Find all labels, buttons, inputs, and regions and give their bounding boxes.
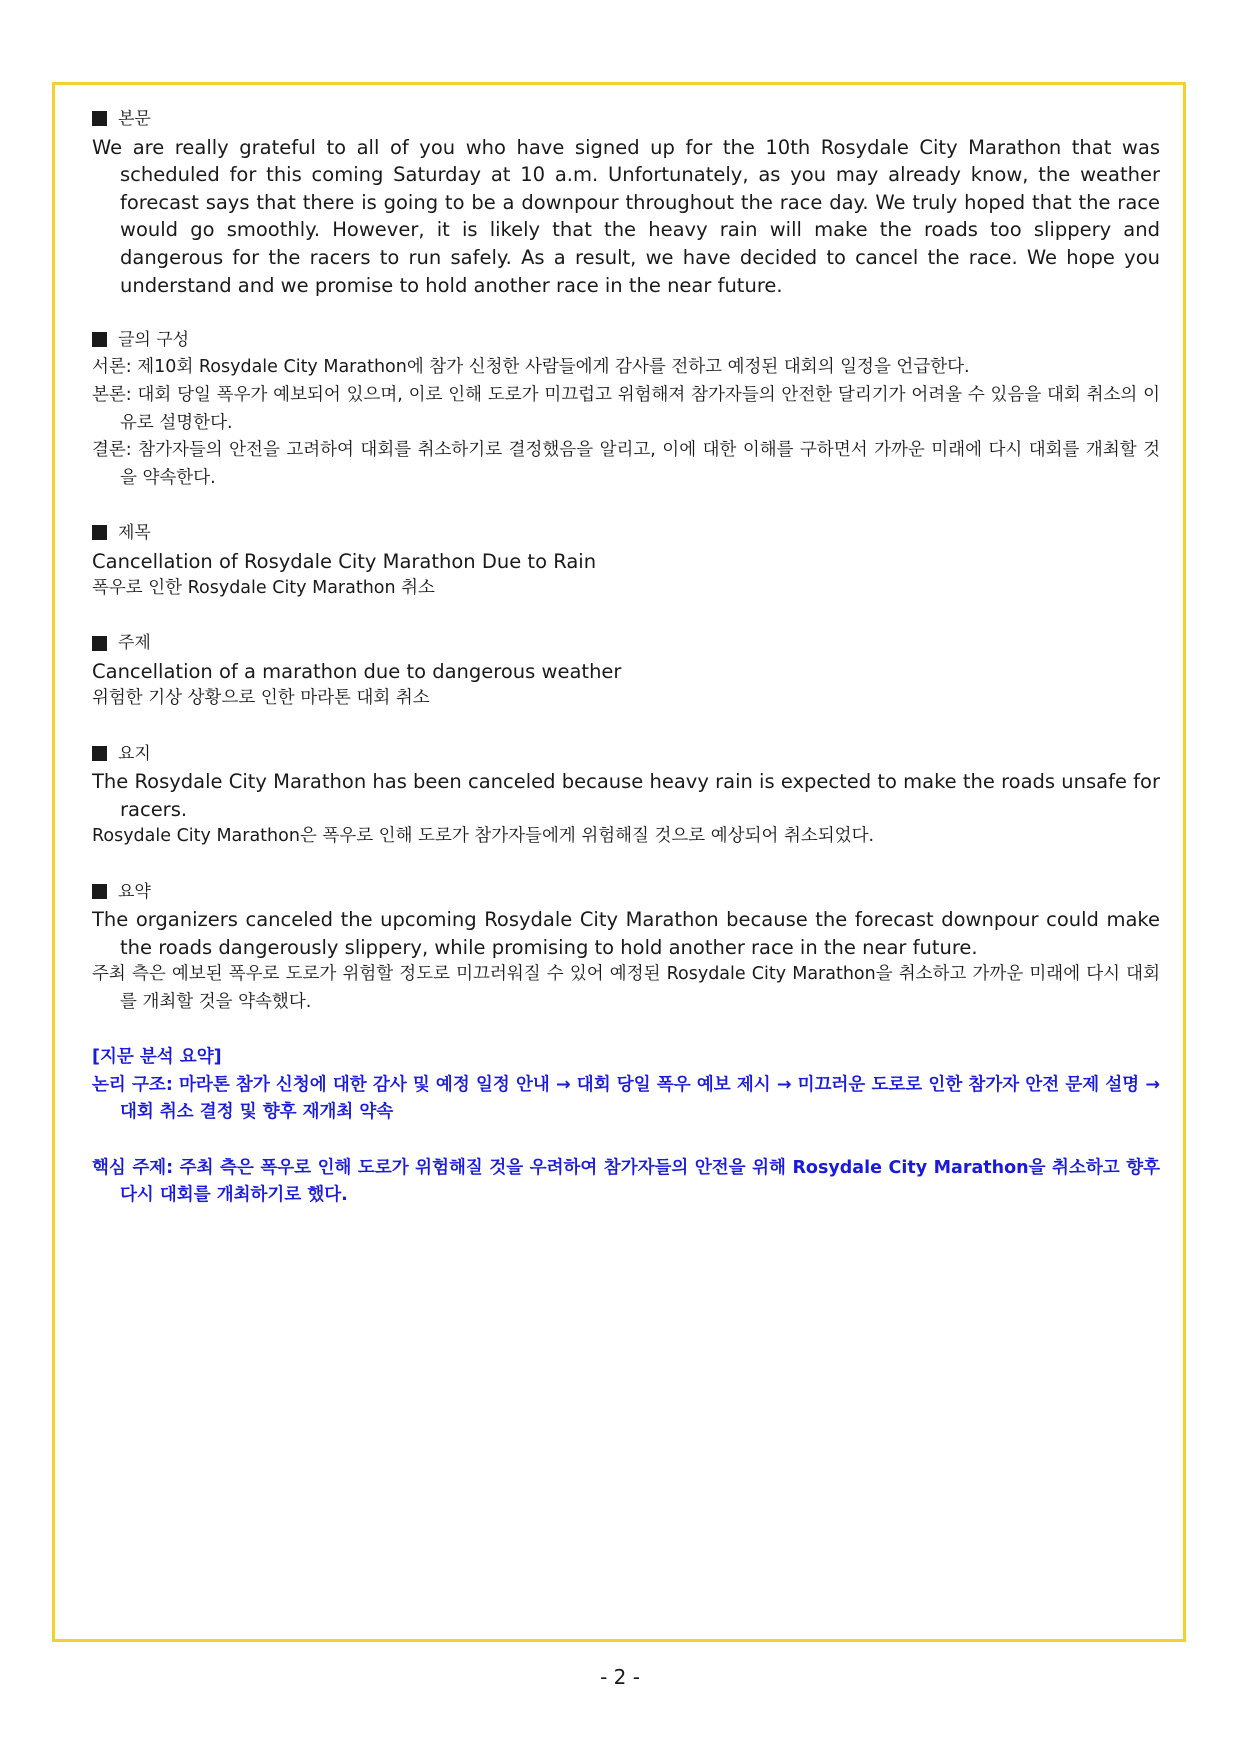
title-en: Cancellation of Rosydale City Marathon Due to Rain — [92, 549, 597, 573]
analysis-heading: [지문 분석 요약] — [92, 1047, 222, 1068]
section-heading: 글의 구성 — [92, 327, 1160, 355]
structure-body: 본론: 대회 당일 폭우가 예보되어 있으며, 이로 인해 도로가 미끄럽고 위험해져 참가자들의 안전한 달리기가 어려울 수 있음을 대회 취소의 이유로 설명한다. — [92, 384, 1160, 433]
topic-en: Cancellation of a marathon due to dangerous weather — [92, 659, 622, 683]
section-topic — [92, 630, 1160, 713]
page-number: - 2 - — [600, 1665, 640, 1689]
section-heading: 본문 — [92, 106, 1160, 134]
section-title — [92, 520, 1160, 603]
gist-ko: Rosydale City Marathon은 폭우로 인해 도로가 참가자들에게 위험해질 것으로 예상되어 취소되었다. — [92, 826, 875, 847]
square-bullet-icon — [92, 636, 107, 651]
analysis-logic: 논리 구조: 마라톤 참가 신청에 대한 감사 및 예정 일정 안내 → 대회 당일 폭우 예보 제시 → 미끄러운 도로로 인한 참가자 안전 문제 설명 → 대회 취소 결정 및 향후 재개최 약속 — [92, 1074, 1160, 1123]
gist-en: The Rosydale City Marathon has been canceled because heavy rain is expected to make the roads unsafe for racers. — [92, 770, 1160, 821]
section-heading: 요지 — [92, 741, 1160, 769]
square-bullet-icon — [92, 525, 107, 540]
section-heading: 요약 — [92, 879, 1160, 907]
square-bullet-icon — [92, 111, 107, 126]
structure-conclusion: 결론: 참가자들의 안전을 고려하여 대회를 취소하기로 결정했음을 알리고, 이에 대한 이해를 구하면서 가까운 미래에 다시 대회를 개최할 것을 약속한다. — [92, 440, 1160, 488]
topic-ko: 위험한 기상 상황으로 인한 마라톤 대회 취소 — [92, 688, 430, 709]
summary-en: The organizers canceled the upcoming Rosydale City Marathon because the forecast downpour could make the roads dangerously slippery, while promising to hold another race in the near future. — [92, 908, 1160, 959]
section-gist — [92, 741, 1160, 851]
square-bullet-icon — [92, 884, 107, 899]
section-bonmun — [92, 106, 1160, 299]
section-heading: 주제 — [92, 630, 1160, 658]
square-bullet-icon — [92, 746, 107, 761]
section-structure — [92, 327, 1160, 493]
document-body — [92, 106, 1160, 1210]
section-heading: 제목 — [92, 520, 1160, 548]
section-summary — [92, 879, 1160, 1017]
analysis-summary — [92, 1044, 1160, 1210]
passage-text: We are really grateful to all of you who have signed up for the 10th Rosydale City Marathon that was scheduled for this coming Saturday at 10 a.m. Unfortunately, as you may already know, the weather forecast says that there is going to be a downpour throughout the race day. We truly hoped that the race would go smoothly. However, it is likely that the heavy rain will make the roads too slippery and dangerous for the racers to run safely. As a result, we have decided to cancel the race. We hope you understand and we promise to hold another race in the near future. — [92, 135, 1160, 297]
analysis-core: 핵심 주제: 주최 측은 폭우로 인해 도로가 위험해질 것을 우려하여 참가자들의 안전을 위해 Rosydale City Marathon을 취소하고 향후 다시 대회를 개최하기로 했다. — [92, 1157, 1160, 1206]
structure-intro: 서론: 제10회 Rosydale City Marathon에 참가 신청한 사람들에게 감사를 전하고 예정된 대회의 일정을 언급한다. — [92, 357, 970, 378]
summary-ko: 주최 측은 예보된 폭우로 도로가 위험할 정도로 미끄러워질 수 있어 예정된 Rosydale City Marathon을 취소하고 가까운 미래에 다시 대회를 개최할 것을 약속했다. — [92, 964, 1160, 1012]
square-bullet-icon — [92, 332, 107, 347]
title-ko: 폭우로 인한 Rosydale City Marathon 취소 — [92, 578, 435, 599]
